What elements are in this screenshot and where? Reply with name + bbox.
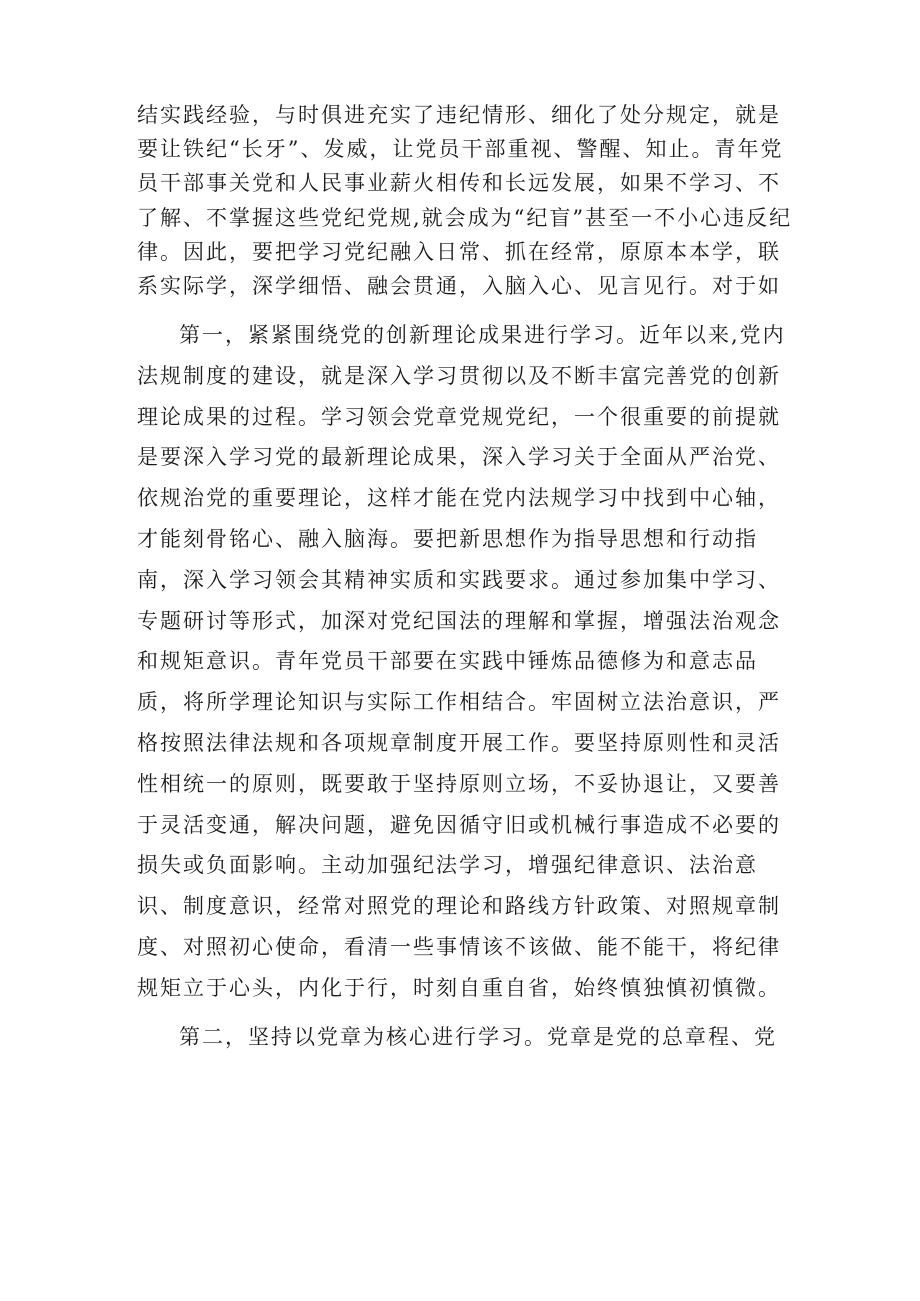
point-two-paragraph: 第二，坚持以党章为核心进行学习。党章是党的总章程、党 — [179, 1024, 777, 1049]
point-one-paragraph: 第一，紧紧围绕党的创新理论成果进行学习。近年以来,党内法规制度的建设，就是深入学习贯彻以及不断丰富完善党的创新理论成果的过程。学习领会党章党规党纪，一个很重要的前提就是要深入学习党的最新理论成果，深入学习关于全面从严治党、依规治党的重要理论，这样才能在党内法规学习中找到中心轴，才能刻骨铭心、融入脑海。要把新思想作为指导思想和行动指南，深入学习领会其精神实质和实践要求。通过参加集中学习、专题研讨等形式，加深对党纪国法的理解和掌握，增强法治观念和规矩意识。青年党员干部要在实践中锤炼品德修为和意志品质，将所学理论知识与实际工作相结合。牢固树立法治意识，严格按照法律法规和各项规章制度开展工作。要坚持原则性和灵活性相统一的原则，既要敢于坚持原则立场，不妥协退让，又要善于灵活变通，解决问题，避免因循守旧或机械行事造成不必要的损失或负面影响。主动加强纪法学习，增强纪律意识、法治意识、制度意识，经常对照党的理论和路线方针政策、对照规章制度、对照初心使命，看清一些事情该不该做、能不能干，将纪律规矩立于心头，内化于行，时刻自重自省，始终慎独慎初慎微。 — [137, 323, 786, 1000]
document-body — [137, 98, 797, 1057]
intro-paragraph: 结实践经验，与时俱进充实了违纪情形、细化了处分规定，就是要让铁纪“长牙”、发威，让党员干部重视、警醒、知止。青年党员干部事关党和人民事业薪火相传和长远发展，如果不学习、不了解、不掌握这些党纪党规,就会成为“纪盲”甚至一不小心违反纪律。因此，要把学习党纪融入日常、抓在经常，原原本本学，联系实际学，深学细悟、融会贯通，入脑入心、见言见行。对于如 — [137, 103, 793, 299]
